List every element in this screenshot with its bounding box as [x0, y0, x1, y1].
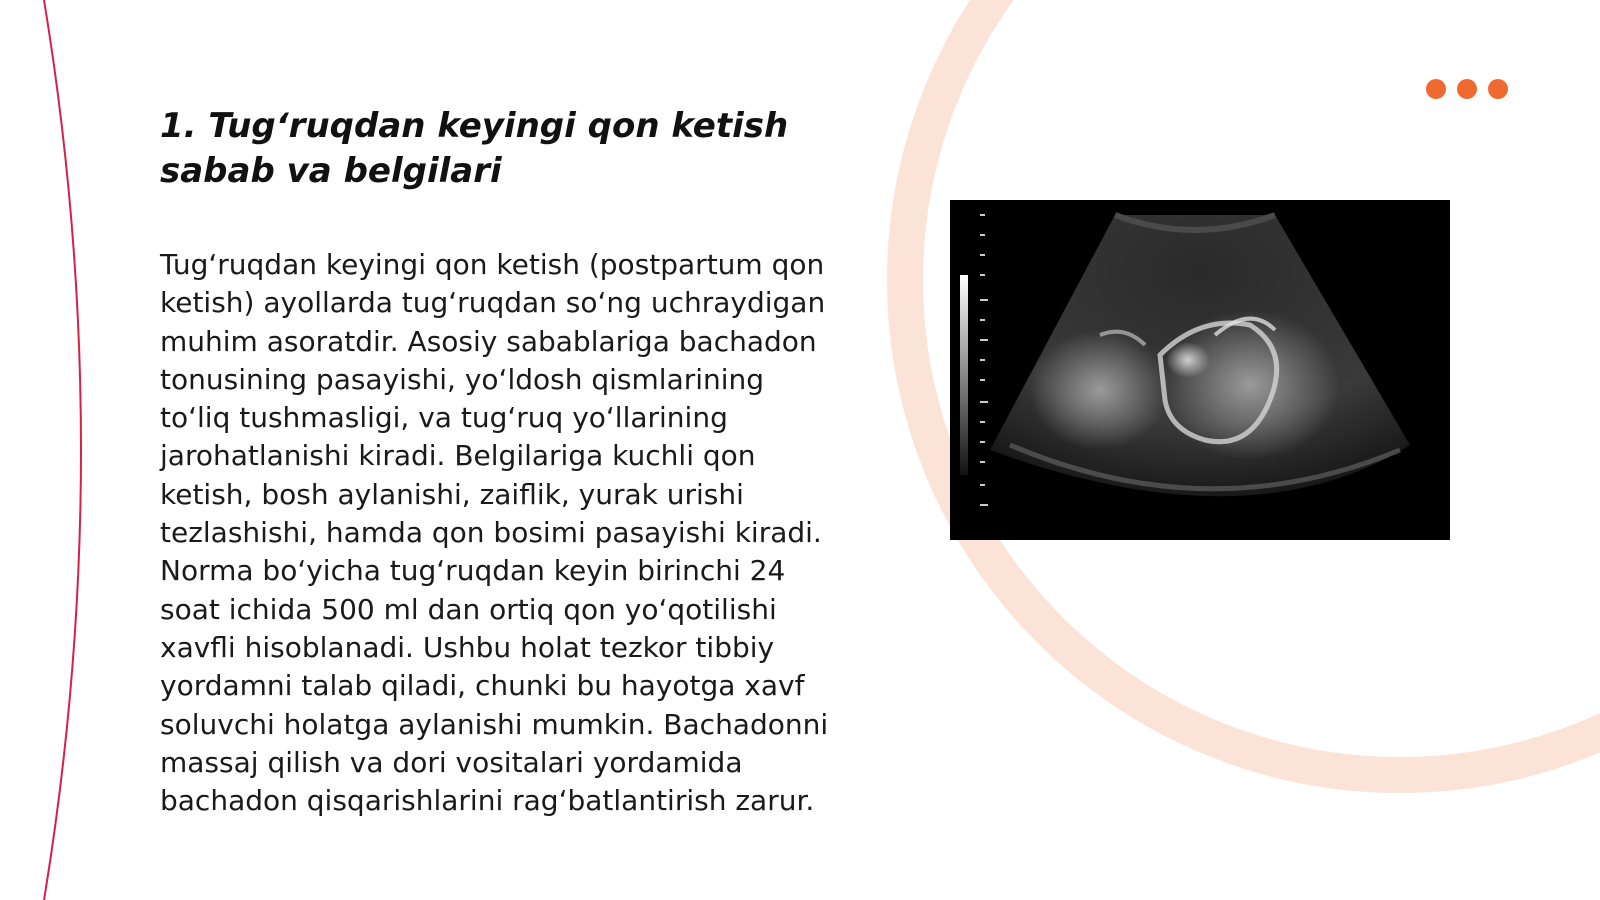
dot	[1457, 79, 1477, 99]
slide-body-text: Tug‘ruqdan keyingi qon ketish (postpartum qon ketish) ayollarda tug‘ruqdan so‘ng uchraydigan muhim asoratdir. Asosiy sabablariga bachadon tonusining pasayishi, yo‘ldosh qismlarining to‘liq tushmasligi, va tug‘ruq yo‘llarining jarohatlanishi kiradi. Belgilariga kuchli qon ketish, bosh aylanishi, zaiflik, yurak urishi tezlashishi, hamda qon bosimi pasayishi kiradi. Norma bo‘yicha tug‘ruqdan keyin birinchi 24 soat ichida 500 ml dan ortiq qon yo‘qotilishi xavfli hisoblanadi. Ushbu holat tezkor tibbiy yordamni talab qiladi, chunki bu hayotga xavf soluvchi holatga aylanishi mumkin. Bachadonni massaj qilish va dori vositalari yordamida bachadon qisqarishlarini rag‘batlantirish zarur.	[160, 248, 829, 818]
left-accent-line	[44, 0, 81, 900]
ultrasound-image	[950, 200, 1450, 540]
slide-title: 1. Tug‘ruqdan keyingi qon ketish sabab va belgilari	[160, 106, 789, 191]
dot	[1488, 79, 1508, 99]
dot	[1426, 79, 1446, 99]
three-dots-icon	[1426, 79, 1508, 99]
